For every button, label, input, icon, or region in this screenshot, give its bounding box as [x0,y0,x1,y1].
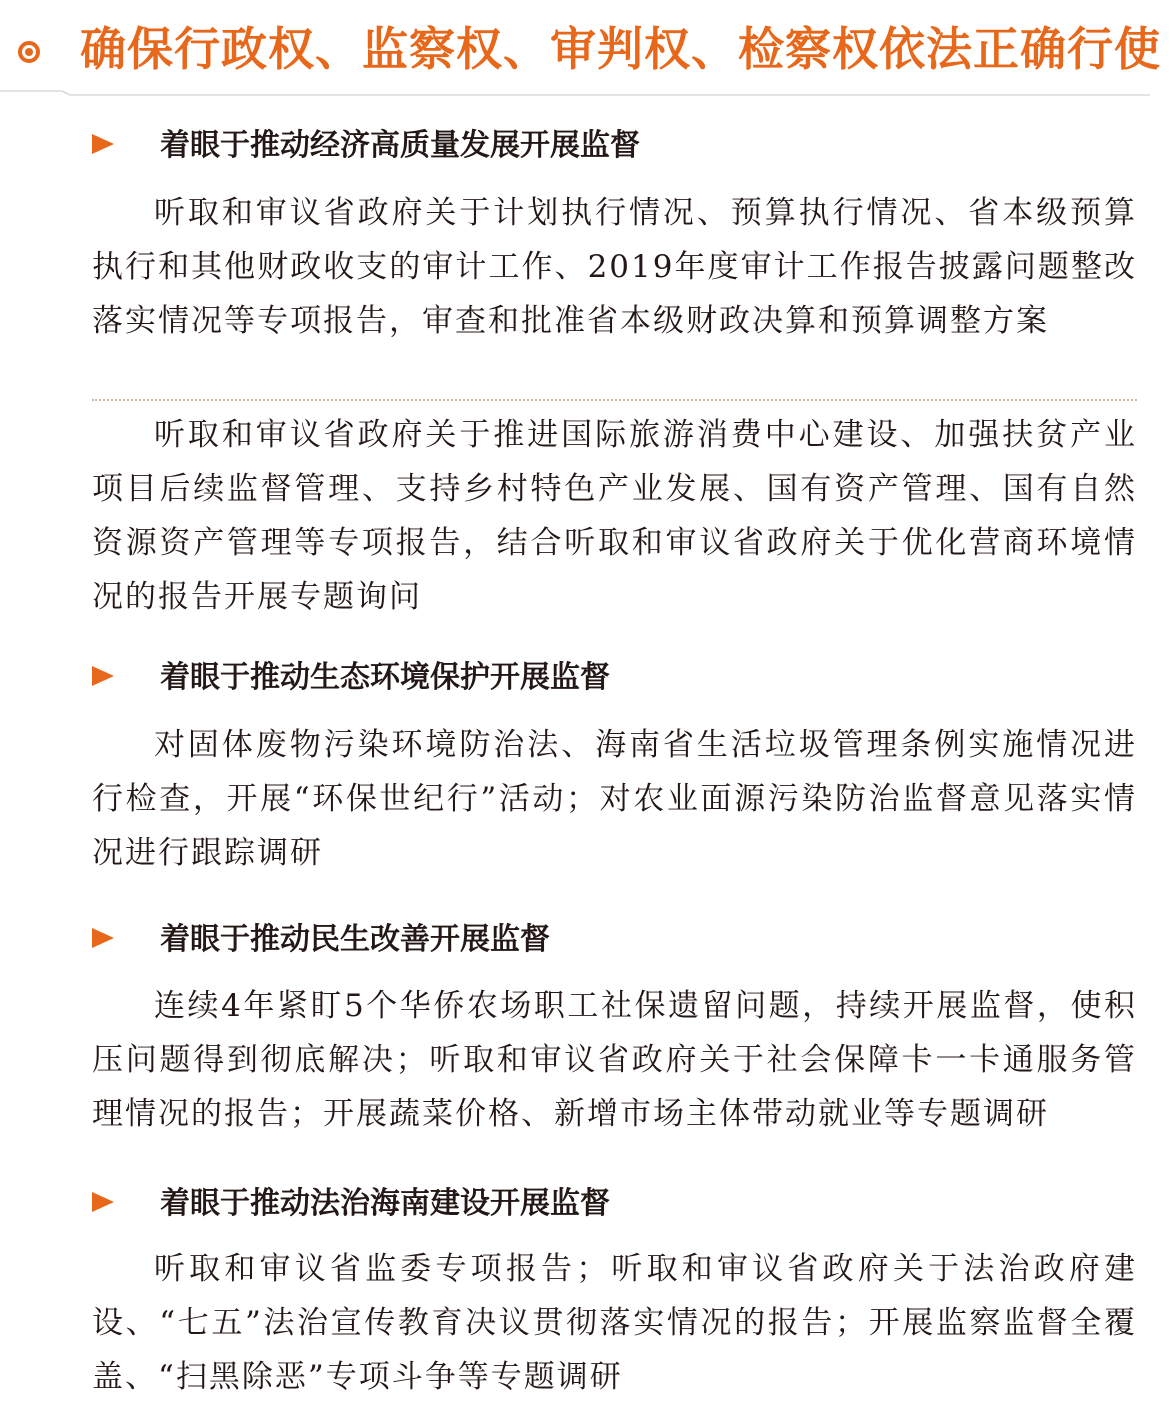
section-paragraph: 听取和审议省监委专项报告；听取和审议省政府关于法治政府建设、“七五”法治宣传教育决议贯彻落实情况的报告；开展监察监督全覆盖、“扫黑除恶”专项斗争等专题调研 [92,1251,1137,1395]
triangle-bullet-icon [92,134,114,154]
triangle-bullet-icon [92,1192,114,1212]
header-underline [0,90,1175,96]
section-heading-livelihood [92,920,550,960]
section-paragraph: 连续4年紧盯5个华侨农场职工社保遗留问题，持续开展监督，使积压问题得到彻底解决；听取和审议省政府关于社会保障卡一卡通服务管理情况的报告；开展蔬菜价格、新增市场主体带动就业等专题调研 [92,988,1137,1132]
page-title: 确保行政权、监察权、审判权、检察权依法正确行使 [80,22,1161,76]
section-heading-rule-of-law [92,1184,610,1224]
triangle-bullet-icon [92,666,114,686]
section-paragraph: 听取和审议省政府关于推进国际旅游消费中心建设、加强扶贫产业项目后续监督管理、支持乡村特色产业发展、国有资产管理、国有自然资源资产管理等专项报告，结合听取和审议省政府关于优化营商环境情况的报告开展专题询问 [92,417,1137,615]
section-heading-text: 着眼于推动生态环境保护开展监督 [160,660,610,695]
target-circle-icon [18,41,40,63]
section-heading-text: 着眼于推动经济高质量发展开展监督 [160,128,640,163]
triangle-bullet-icon [92,928,114,948]
section-paragraph: 对固体废物污染环境防治法、海南省生活垃圾管理条例实施情况进行检查，开展“环保世纪行”活动；对农业面源污染防治监督意见落实情况进行跟踪调研 [92,727,1137,871]
section-heading-text: 着眼于推动民生改善开展监督 [160,922,550,957]
page-header [0,0,1175,96]
dotted-divider [92,399,1137,401]
section-heading-ecology [92,658,610,698]
section-heading-text: 着眼于推动法治海南建设开展监督 [160,1186,610,1221]
section-paragraph: 听取和审议省政府关于计划执行情况、预算执行情况、省本级预算执行和其他财政收支的审计工作、2019年度审计工作报告披露问题整改落实情况等专项报告，审查和批准省本级财政决算和预算调整方案 [92,195,1137,339]
section-heading-economy [92,126,640,166]
